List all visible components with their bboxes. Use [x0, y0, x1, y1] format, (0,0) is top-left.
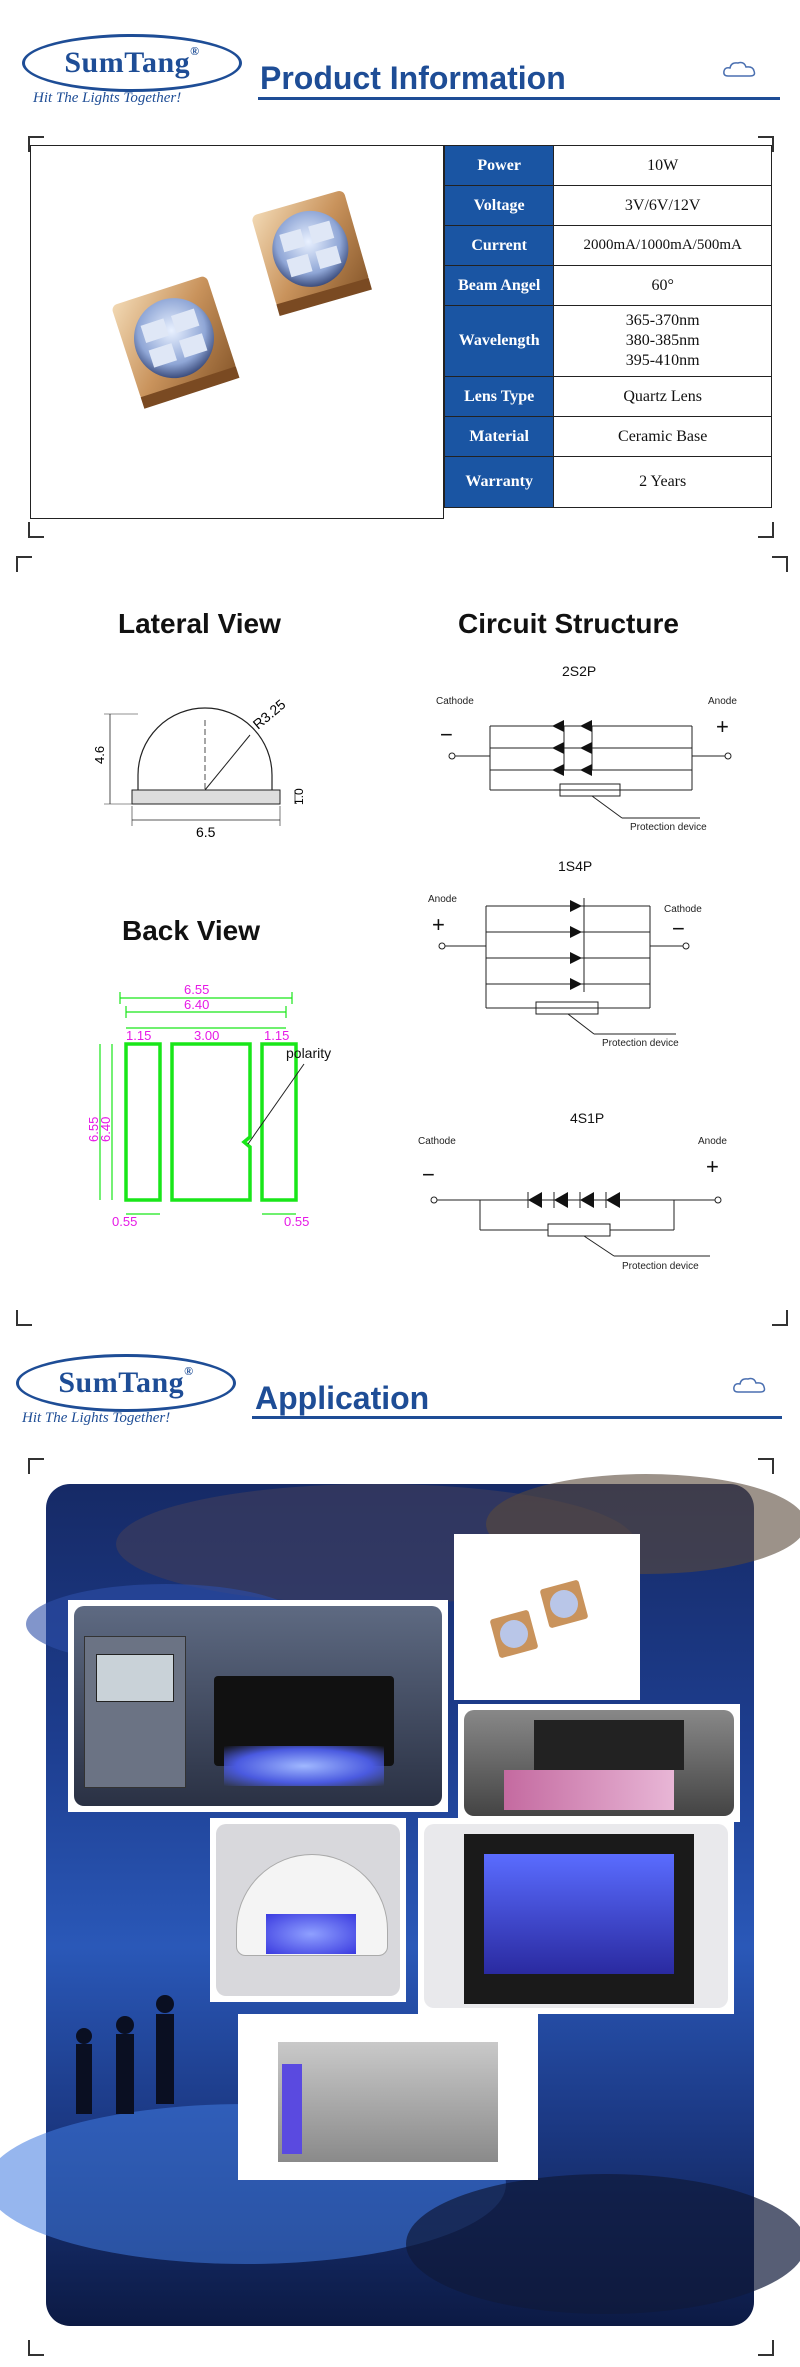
- circuit-structure-title: Circuit Structure: [458, 608, 679, 639]
- svg-text:1.15: 1.15: [264, 1028, 290, 1043]
- svg-text:0.55: 0.55: [284, 1214, 310, 1229]
- svg-text:3.00: 3.00: [194, 1028, 220, 1043]
- spec-value: 10W: [554, 146, 772, 186]
- svg-text:Protection device: Protection device: [630, 822, 707, 833]
- spec-key: Material: [445, 417, 554, 457]
- table-row: [445, 146, 772, 186]
- table-row: [445, 266, 772, 306]
- cloud-icon: [722, 58, 758, 80]
- svg-text:Protection device: Protection device: [622, 1261, 699, 1272]
- spec-key: Lens Type: [445, 377, 554, 417]
- section-title-product: Product Information: [260, 60, 566, 96]
- section-rule: [252, 1416, 782, 1419]
- svg-text:−: −: [672, 916, 685, 941]
- circuit-4s1p-diagram: [414, 1130, 754, 1280]
- back-view-drawing: [86, 982, 332, 1232]
- brand-reg: ®: [184, 1363, 194, 1378]
- spec-key: Power: [445, 146, 554, 186]
- svg-text:1.0: 1.0: [292, 788, 306, 805]
- section-rule: [258, 97, 780, 100]
- table-row: [445, 457, 772, 508]
- spec-value: 60°: [554, 266, 772, 306]
- svg-text:Anode: Anode: [428, 894, 457, 905]
- spec-key: Voltage: [445, 186, 554, 226]
- table-row: [445, 417, 772, 457]
- svg-text:Cathode: Cathode: [664, 904, 702, 915]
- cloud-icon: [732, 1374, 768, 1396]
- svg-text:6.55: 6.55: [86, 1116, 101, 1142]
- photo-nail-lamp: [210, 1818, 406, 2002]
- spec-value: 365-370nm 380-385nm 395-410nm: [554, 306, 772, 377]
- photo-led-chips: [454, 1534, 640, 1700]
- svg-text:Anode: Anode: [708, 696, 737, 707]
- brand-name: SumTang: [64, 46, 191, 79]
- photo-uv-purifier: [238, 2014, 538, 2180]
- spec-value: 2 Years: [554, 457, 772, 508]
- photo-uv-curing-machine: [68, 1600, 448, 1812]
- circuit-2s2p-diagram: [432, 690, 762, 840]
- table-row: [445, 377, 772, 417]
- circuit-1s4p-title: 1S4P: [558, 858, 593, 874]
- table-row: [445, 306, 772, 377]
- table-row: [445, 226, 772, 266]
- spec-value: Quartz Lens: [554, 377, 772, 417]
- photo-currency-detector: [458, 1704, 740, 1822]
- svg-text:Cathode: Cathode: [418, 1136, 456, 1147]
- svg-text:0.55: 0.55: [112, 1214, 138, 1229]
- svg-text:6.5: 6.5: [196, 824, 216, 840]
- section-title-application: Application: [255, 1380, 430, 1416]
- spec-value: 3V/6V/12V: [554, 186, 772, 226]
- brand-name: SumTang: [58, 1366, 185, 1399]
- back-view-title: Back View: [122, 915, 261, 946]
- circuit-2s2p-title: 2S2P: [562, 663, 597, 679]
- svg-text:polarity: polarity: [286, 1045, 332, 1061]
- svg-text:+: +: [706, 1154, 719, 1179]
- spec-key: Beam Angel: [445, 266, 554, 306]
- circuit-1s4p-diagram: [424, 888, 754, 1063]
- svg-text:6.40: 6.40: [184, 997, 210, 1012]
- application-collage: [46, 1484, 754, 2326]
- brand-tagline: Hit The Lights Together!: [33, 90, 182, 106]
- svg-text:+: +: [432, 912, 445, 937]
- brand-reg: ®: [190, 43, 200, 58]
- brand-logo: [22, 34, 242, 92]
- brand-logo: [16, 1354, 236, 1412]
- brand-tagline: Hit The Lights Together!: [22, 1410, 171, 1426]
- svg-text:6.55: 6.55: [184, 982, 210, 997]
- svg-text:4.6: 4.6: [92, 745, 107, 764]
- svg-text:6.40: 6.40: [98, 1116, 113, 1142]
- spec-value: Ceramic Base: [554, 417, 772, 457]
- svg-text:Protection device: Protection device: [602, 1038, 679, 1049]
- svg-text:R3.25: R3.25: [249, 696, 289, 733]
- table-row: [445, 186, 772, 226]
- spec-value: 2000mA/1000mA/500mA: [554, 226, 772, 266]
- svg-text:1.15: 1.15: [126, 1028, 152, 1043]
- lateral-view-drawing: [90, 680, 350, 840]
- led-chip-illustration: [31, 146, 443, 518]
- svg-text:−: −: [440, 722, 453, 747]
- product-image-panel: [30, 145, 444, 519]
- photo-3d-printer: [418, 1818, 734, 2014]
- svg-text:Cathode: Cathode: [436, 696, 474, 707]
- spec-key: Warranty: [445, 457, 554, 508]
- spec-key: Wavelength: [445, 306, 554, 377]
- spec-key: Current: [445, 226, 554, 266]
- svg-text:−: −: [422, 1162, 435, 1187]
- svg-text:Anode: Anode: [698, 1136, 727, 1147]
- spec-table: [444, 145, 772, 508]
- circuit-4s1p-title: 4S1P: [570, 1110, 605, 1126]
- svg-text:+: +: [716, 714, 729, 739]
- lateral-view-title: Lateral View: [118, 608, 281, 639]
